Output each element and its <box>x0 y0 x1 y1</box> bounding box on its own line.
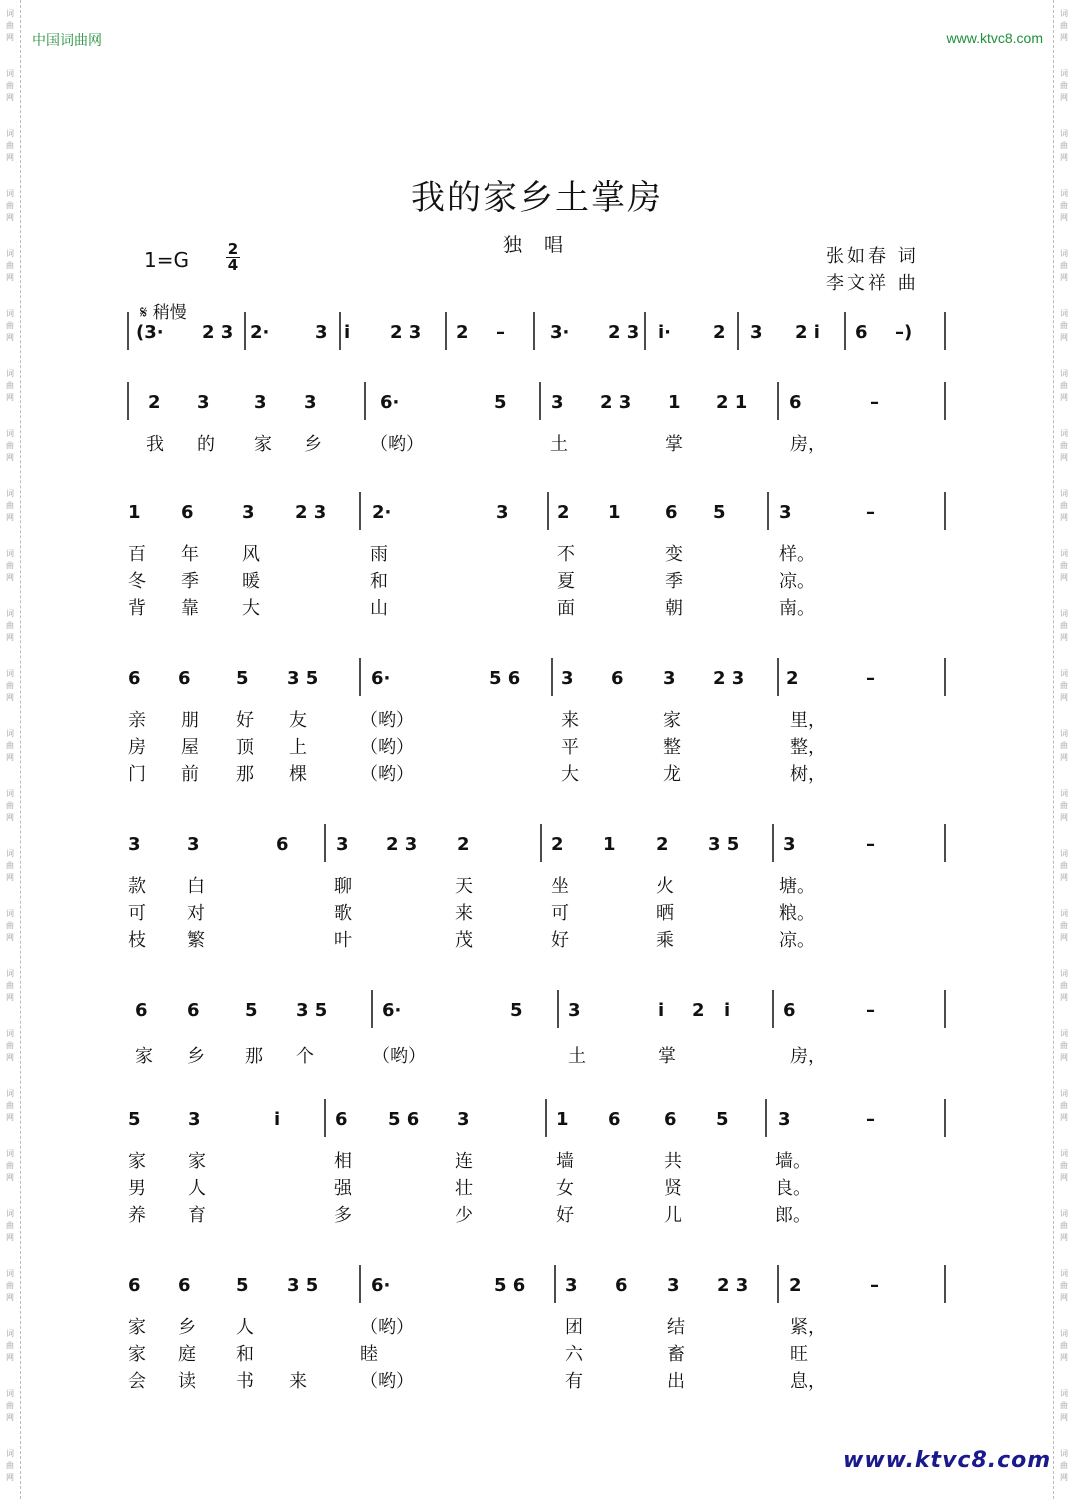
lyric-syllable: 凉。 <box>779 571 815 592</box>
note: 2 <box>456 322 469 343</box>
watermark-text: 词 曲 网 <box>1060 489 1068 522</box>
note: 3 <box>778 1109 791 1130</box>
lyric-syllable: 家 <box>128 1317 146 1338</box>
note: (3· <box>136 322 164 343</box>
lyric-syllable: 和 <box>236 1344 254 1365</box>
note: i <box>724 1000 731 1021</box>
watermark-text: 词 曲 网 <box>1060 189 1068 222</box>
lyric-syllable: 年 <box>181 544 199 565</box>
note: 3 <box>667 1275 680 1296</box>
note: i· <box>658 322 672 343</box>
lyric-syllable: 季 <box>665 571 683 592</box>
watermark-text: 词 曲 网 <box>1060 609 1068 642</box>
note: 2· <box>250 322 270 343</box>
note: 3 <box>568 1000 581 1021</box>
note: 3 <box>496 502 509 523</box>
lyric-syllable: 季 <box>181 571 199 592</box>
lyric-syllable: 塘。 <box>779 876 815 897</box>
watermark-text: 词 曲 网 <box>6 1449 14 1482</box>
tempo-marking: 𝄋 稍慢 <box>140 303 187 323</box>
watermark-text: 词 曲 网 <box>6 249 14 282</box>
watermark-text: 词 曲 网 <box>6 1209 14 1242</box>
lyric-syllable: 乘 <box>656 930 674 951</box>
watermark-text: 词 曲 网 <box>1060 1329 1068 1362</box>
lyric-syllable: 茂 <box>455 930 473 951</box>
watermark-text: 词 曲 网 <box>1060 549 1068 582</box>
lyric-syllable: 出 <box>667 1371 685 1392</box>
lyric-syllable: 个 <box>296 1046 314 1067</box>
note: 5 6 <box>388 1109 420 1130</box>
watermark-text: 词 曲 网 <box>6 909 14 942</box>
watermark-text: 词 曲 网 <box>1060 909 1068 942</box>
lyric-syllable: 和 <box>370 571 388 592</box>
lyric-syllable: 整 <box>663 737 681 758</box>
lyric-syllable: 靠 <box>181 598 199 619</box>
lyric-syllable: 息， <box>790 1371 826 1392</box>
watermark-text: 词 曲 网 <box>6 1149 14 1182</box>
note: 3 <box>197 392 210 413</box>
lyric-syllable: 来 <box>455 903 473 924</box>
note: 2 <box>692 1000 705 1021</box>
lyric-syllable: 家 <box>663 710 681 731</box>
watermark-text: 词 曲 网 <box>1060 1089 1068 1122</box>
watermark-text: 词 曲 网 <box>1060 1149 1068 1182</box>
watermark-text: 词 曲 网 <box>6 309 14 342</box>
note: 2 3 <box>717 1275 749 1296</box>
note: 5 <box>245 1000 258 1021</box>
lyric-syllable: 大 <box>561 764 579 785</box>
note: 5 6 <box>489 668 521 689</box>
lyric-syllable: 畜 <box>667 1344 685 1365</box>
note: 5 <box>510 1000 523 1021</box>
lyric-syllable: 房 <box>128 737 146 758</box>
watermark-text: 词 曲 网 <box>6 9 14 42</box>
note: 6 <box>665 502 678 523</box>
note: 6 <box>128 1275 141 1296</box>
lyric-syllable: 款 <box>128 876 146 897</box>
lyric-syllable: 百 <box>128 544 146 565</box>
note: 5 <box>236 1275 249 1296</box>
watermark-text: 词 曲 网 <box>1060 789 1068 822</box>
lyric-syllable: 友 <box>289 710 307 731</box>
note: 3 <box>254 392 267 413</box>
key-signature: 1=G <box>144 248 189 272</box>
note: – <box>870 1275 879 1296</box>
note: 6 <box>128 668 141 689</box>
lyric-syllable: 会 <box>128 1371 146 1392</box>
lyric-syllable: 大 <box>242 598 260 619</box>
lyric-syllable: 少 <box>455 1205 473 1226</box>
lyric-syllable: 睦 <box>360 1344 378 1365</box>
note: i <box>658 1000 665 1021</box>
watermark-text: 词 曲 网 <box>1060 429 1068 462</box>
lyric-syllable: 房， <box>790 1046 826 1067</box>
lyric-syllable: 贤 <box>664 1178 682 1199</box>
note: 2 3 <box>386 834 418 855</box>
note: 2 3 <box>608 322 640 343</box>
lyric-syllable: 叶 <box>334 930 352 951</box>
note: i <box>344 322 351 343</box>
note: 3 <box>663 668 676 689</box>
watermark-text: 词 曲 网 <box>6 1329 14 1362</box>
note: 2 3 <box>713 668 745 689</box>
lyric-syllable: 坐 <box>551 876 569 897</box>
lyric-syllable: 那 <box>236 764 254 785</box>
note: 2 <box>551 834 564 855</box>
watermark-text: 词 曲 网 <box>6 429 14 462</box>
note: 2 <box>789 1275 802 1296</box>
lyricist-credit: 张如春 词 <box>826 246 919 267</box>
note: 3 <box>561 668 574 689</box>
lyric-syllable: （哟） <box>360 1317 414 1338</box>
note: 3 5 <box>287 1275 319 1296</box>
lyric-syllable: 冬 <box>128 571 146 592</box>
note: – <box>866 668 875 689</box>
note: 6· <box>371 668 391 689</box>
lyric-syllable: 墙 <box>556 1151 574 1172</box>
note: –) <box>895 322 913 343</box>
lyric-syllable: 屋 <box>181 737 199 758</box>
note: 3 <box>551 392 564 413</box>
note: 6· <box>380 392 400 413</box>
watermark-text: 词 曲 网 <box>1060 1269 1068 1302</box>
watermark-text: 词 曲 网 <box>1060 9 1068 42</box>
note: 3 <box>242 502 255 523</box>
lyric-syllable: 龙 <box>663 764 681 785</box>
note: 2 <box>557 502 570 523</box>
lyric-syllable: 结 <box>667 1317 685 1338</box>
site-name-left[interactable]: 中国词曲网 <box>32 32 102 48</box>
lyric-syllable: 相 <box>334 1151 352 1172</box>
watermark-text: 词 曲 网 <box>1060 249 1068 282</box>
note: 3 <box>188 1109 201 1130</box>
note: 3 5 <box>287 668 319 689</box>
lyric-syllable: 团 <box>565 1317 583 1338</box>
lyric-syllable: 有 <box>565 1371 583 1392</box>
note: 5 <box>716 1109 729 1130</box>
note: 6 <box>135 1000 148 1021</box>
lyric-syllable: 平 <box>561 737 579 758</box>
lyric-syllable: 歌 <box>334 903 352 924</box>
lyric-syllable: 朋 <box>181 710 199 731</box>
note: 2 3 <box>600 392 632 413</box>
note: 2 i <box>795 322 820 343</box>
lyric-syllable: 面 <box>557 598 575 619</box>
lyric-syllable: 里， <box>790 710 826 731</box>
lyric-syllable: 门 <box>128 764 146 785</box>
watermark-text: 词 曲 网 <box>1060 849 1068 882</box>
lyric-syllable: 家 <box>128 1151 146 1172</box>
note: 2 3 <box>295 502 327 523</box>
lyric-syllable: 掌 <box>665 434 683 455</box>
note: – <box>866 1109 875 1130</box>
lyric-syllable: 乡 <box>187 1046 205 1067</box>
watermark-text: 词 曲 网 <box>6 129 14 162</box>
lyric-syllable: （哟） <box>360 764 414 785</box>
note: 5 <box>236 668 249 689</box>
lyric-syllable: 聊 <box>334 876 352 897</box>
note: 5 <box>494 392 507 413</box>
note: 6 <box>178 668 191 689</box>
lyric-syllable: 读 <box>178 1371 196 1392</box>
lyric-syllable: 对 <box>187 903 205 924</box>
lyric-syllable: 人 <box>188 1178 206 1199</box>
lyric-syllable: 土 <box>568 1046 586 1067</box>
lyric-syllable: 家 <box>188 1151 206 1172</box>
lyric-syllable: 旺 <box>790 1344 808 1365</box>
lyric-syllable: 共 <box>664 1151 682 1172</box>
watermark-text: 词 曲 网 <box>1060 69 1068 102</box>
note: 2· <box>372 502 392 523</box>
lyric-syllable: 我 <box>146 434 164 455</box>
note: 3 <box>750 322 763 343</box>
lyric-syllable: （哟） <box>360 737 414 758</box>
lyric-syllable: 土 <box>550 434 568 455</box>
lyric-syllable: 朝 <box>665 598 683 619</box>
lyric-syllable: 家 <box>254 434 272 455</box>
note: 6 <box>187 1000 200 1021</box>
watermark-text: 词 曲 网 <box>6 969 14 1002</box>
watermark-text: 词 曲 网 <box>1060 969 1068 1002</box>
lyric-syllable: 棵 <box>289 764 307 785</box>
lyric-syllable: 好 <box>551 930 569 951</box>
note: 2 <box>148 392 161 413</box>
lyric-syllable: 凉。 <box>779 930 815 951</box>
watermark-text: 词 曲 网 <box>6 1089 14 1122</box>
lyric-syllable: 女 <box>556 1178 574 1199</box>
lyric-syllable: 晒 <box>656 903 674 924</box>
note: 5 6 <box>494 1275 526 1296</box>
lyric-syllable: 风 <box>242 544 260 565</box>
lyric-syllable: 养 <box>128 1205 146 1226</box>
note: 5 <box>128 1109 141 1130</box>
note: 3 <box>304 392 317 413</box>
lyric-syllable: 来 <box>561 710 579 731</box>
watermark-text: 词 曲 网 <box>6 1389 14 1422</box>
lyric-syllable: 上 <box>289 737 307 758</box>
watermark-text: 词 曲 网 <box>6 69 14 102</box>
site-url-right[interactable]: www.ktvc8.com <box>946 30 1043 46</box>
watermark-text: 词 曲 网 <box>6 1269 14 1302</box>
note: i <box>274 1109 281 1130</box>
lyric-syllable: 南。 <box>779 598 815 619</box>
lyric-syllable: 庭 <box>178 1344 196 1365</box>
note: 2 <box>457 834 470 855</box>
lyric-syllable: 墙。 <box>775 1151 811 1172</box>
watermark-text: 词 曲 网 <box>6 549 14 582</box>
note: 2 3 <box>390 322 422 343</box>
lyric-syllable: 紧， <box>790 1317 826 1338</box>
lyric-syllable: 好 <box>556 1205 574 1226</box>
watermark-text: 词 曲 网 <box>6 849 14 882</box>
note: – <box>496 322 505 343</box>
lyric-syllable: 枝 <box>128 930 146 951</box>
lyric-syllable: （哟） <box>370 434 424 455</box>
watermark-text: 词 曲 网 <box>1060 129 1068 162</box>
watermark-text: 词 曲 网 <box>6 669 14 702</box>
lyric-syllable: 夏 <box>557 571 575 592</box>
lyric-syllable: 乡 <box>178 1317 196 1338</box>
lyric-syllable: 郎。 <box>775 1205 811 1226</box>
note: 6· <box>382 1000 402 1021</box>
note: 5 <box>713 502 726 523</box>
lyric-syllable: 不 <box>557 544 575 565</box>
lyric-syllable: 暖 <box>242 571 260 592</box>
note: 6 <box>855 322 868 343</box>
watermark-text: 词 曲 网 <box>1060 1209 1068 1242</box>
note: 6 <box>276 834 289 855</box>
note: 3 <box>779 502 792 523</box>
lyric-syllable: 亲 <box>128 710 146 731</box>
watermark-text: 词 曲 网 <box>1060 309 1068 342</box>
watermark-text: 词 曲 网 <box>6 789 14 822</box>
lyric-syllable: （哟） <box>360 710 414 731</box>
note: 3· <box>550 322 570 343</box>
watermark-text: 词 曲 网 <box>6 189 14 222</box>
note: 6 <box>335 1109 348 1130</box>
note: – <box>866 502 875 523</box>
note: – <box>866 834 875 855</box>
note: 6 <box>178 1275 191 1296</box>
time-signature-bottom: 4 <box>227 256 239 274</box>
note: 3 <box>457 1109 470 1130</box>
note: 6 <box>181 502 194 523</box>
lyric-syllable: 好 <box>236 710 254 731</box>
note: 3 <box>565 1275 578 1296</box>
lyric-syllable: （哟） <box>372 1046 426 1067</box>
lyric-syllable: 白 <box>187 876 205 897</box>
note: 6 <box>783 1000 796 1021</box>
lyric-syllable: 儿 <box>664 1205 682 1226</box>
note: 6· <box>371 1275 391 1296</box>
composer-credit: 李文祥 曲 <box>826 273 919 294</box>
note: 3 <box>315 322 328 343</box>
performance-type: 独 唱 <box>502 234 572 256</box>
note: 1 <box>128 502 141 523</box>
lyric-syllable: 连 <box>455 1151 473 1172</box>
note: 3 <box>336 834 349 855</box>
lyric-syllable: 雨 <box>370 544 388 565</box>
note: 2 1 <box>716 392 748 413</box>
note: 3 5 <box>708 834 740 855</box>
watermark-text: 词 曲 网 <box>6 1029 14 1062</box>
note: 6 <box>615 1275 628 1296</box>
watermark-text: 词 曲 网 <box>1060 1449 1068 1482</box>
lyric-syllable: 可 <box>551 903 569 924</box>
lyric-syllable: 前 <box>181 764 199 785</box>
lyric-syllable: 背 <box>128 598 146 619</box>
lyric-syllable: 育 <box>188 1205 206 1226</box>
note: 6 <box>664 1109 677 1130</box>
lyric-syllable: 火 <box>656 876 674 897</box>
watermark-text: 词 曲 网 <box>1060 1029 1068 1062</box>
watermark-text: 词 曲 网 <box>6 729 14 762</box>
lyric-syllable: （哟） <box>360 1371 414 1392</box>
watermark-text: 词 曲 网 <box>1060 1389 1068 1422</box>
footer-logo: www.ktvc8.com <box>843 1448 1052 1473</box>
note: 6 <box>611 668 624 689</box>
note: 6 <box>789 392 802 413</box>
lyric-syllable: 那 <box>245 1046 263 1067</box>
note: 2 <box>656 834 669 855</box>
lyric-syllable: 男 <box>128 1178 146 1199</box>
note: 6 <box>608 1109 621 1130</box>
lyric-syllable: 样。 <box>779 544 815 565</box>
lyric-syllable: 多 <box>334 1205 352 1226</box>
lyric-syllable: 乡 <box>304 434 322 455</box>
note: 1 <box>603 834 616 855</box>
note: 3 <box>783 834 796 855</box>
note: 3 <box>128 834 141 855</box>
lyric-syllable: 家 <box>135 1046 153 1067</box>
lyric-syllable: 良。 <box>775 1178 811 1199</box>
lyric-syllable: 粮。 <box>779 903 815 924</box>
note: 3 <box>187 834 200 855</box>
lyric-syllable: 整， <box>790 737 826 758</box>
lyric-syllable: 掌 <box>658 1046 676 1067</box>
watermark-text: 词 曲 网 <box>6 369 14 402</box>
lyric-syllable: 房， <box>790 434 826 455</box>
note: 1 <box>608 502 621 523</box>
note: 1 <box>556 1109 569 1130</box>
lyric-syllable: 壮 <box>455 1178 473 1199</box>
lyric-syllable: 树， <box>790 764 826 785</box>
note: 3 5 <box>296 1000 328 1021</box>
lyric-syllable: 人 <box>236 1317 254 1338</box>
note: 2 3 <box>202 322 234 343</box>
note: 2 <box>786 668 799 689</box>
note: 1 <box>668 392 681 413</box>
song-title: 我的家乡土掌房 <box>411 178 663 218</box>
lyric-syllable: 可 <box>128 903 146 924</box>
lyric-syllable: 六 <box>565 1344 583 1365</box>
time-signature-top: 2 <box>227 240 239 258</box>
note: – <box>870 392 879 413</box>
note: 2 <box>713 322 726 343</box>
watermark-text: 词 曲 网 <box>1060 669 1068 702</box>
lyric-syllable: 的 <box>197 434 215 455</box>
watermark-text: 词 曲 网 <box>1060 369 1068 402</box>
watermark-text: 词 曲 网 <box>1060 729 1068 762</box>
note: – <box>866 1000 875 1021</box>
lyric-syllable: 变 <box>665 544 683 565</box>
lyric-syllable: 顶 <box>236 737 254 758</box>
lyric-syllable: 山 <box>370 598 388 619</box>
lyric-syllable: 家 <box>128 1344 146 1365</box>
lyric-syllable: 强 <box>334 1178 352 1199</box>
lyric-syllable: 繁 <box>187 930 205 951</box>
watermark-text: 词 曲 网 <box>6 609 14 642</box>
watermark-text: 词 曲 网 <box>6 489 14 522</box>
lyric-syllable: 天 <box>455 876 473 897</box>
lyric-syllable: 来 <box>289 1371 307 1392</box>
lyric-syllable: 书 <box>236 1371 254 1392</box>
